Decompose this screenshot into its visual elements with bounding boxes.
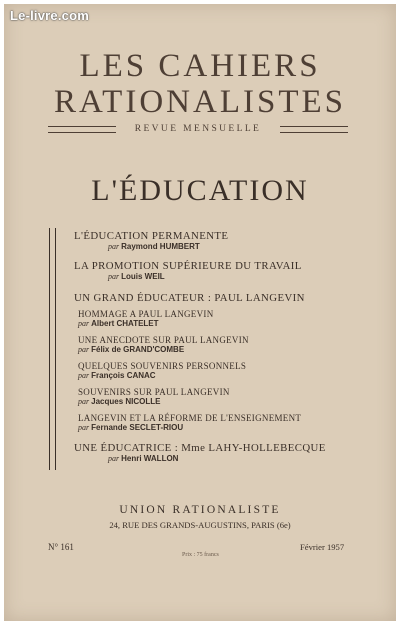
author-prefix: par xyxy=(78,345,90,354)
author-prefix: par xyxy=(108,454,120,463)
contents-subentry xyxy=(74,335,384,354)
entry-author xyxy=(74,454,384,463)
contents-entry xyxy=(74,442,384,463)
entry-author xyxy=(74,319,384,328)
entry-title: HOMMAGE A PAUL LANGEVIN xyxy=(78,309,214,319)
author-name: Félix de GRAND'COMBE xyxy=(91,345,185,354)
entry-title: L'ÉDUCATION PERMANENTE xyxy=(74,230,229,242)
contents-entry xyxy=(74,260,384,281)
author-prefix: par xyxy=(78,319,90,328)
contents-side-rule xyxy=(49,228,56,470)
issue-number: N° 161 xyxy=(48,542,74,552)
watermark-text: Le-livre.com xyxy=(10,8,89,23)
issue-price: Prix : 75 francs xyxy=(182,552,219,558)
contents-entry xyxy=(74,292,384,304)
rule-left xyxy=(48,126,116,133)
journal-title-line-1: LES CAHIERS xyxy=(79,48,321,84)
author-name: Louis WEIL xyxy=(121,272,165,281)
contents-subentry xyxy=(74,309,384,328)
author-name: Raymond HUMBERT xyxy=(121,242,200,251)
issue-date: Février 1957 xyxy=(300,542,345,552)
author-name: François CANAC xyxy=(91,371,156,380)
issue-theme-title: L'ÉDUCATION xyxy=(91,174,309,207)
contents-entry xyxy=(74,230,384,251)
entry-title: UN GRAND ÉDUCATEUR : PAUL LANGEVIN xyxy=(74,292,305,304)
author-prefix: par xyxy=(108,242,120,251)
publisher-address: 24, RUE DES GRANDS-AUGUSTINS, PARIS (6e) xyxy=(109,520,291,530)
entry-title: SOUVENIRS SUR PAUL LANGEVIN xyxy=(78,387,230,397)
entry-title: UNE ANECDOTE SUR PAUL LANGEVIN xyxy=(78,335,249,345)
journal-title-line-2: RATIONALISTES xyxy=(54,84,346,120)
entry-title: QUELQUES SOUVENIRS PERSONNELS xyxy=(78,361,247,371)
contents-subentry xyxy=(74,387,384,406)
contents-subentry xyxy=(74,361,384,380)
entry-title: LANGEVIN ET LA RÉFORME DE L'ENSEIGNEMENT xyxy=(78,413,302,423)
author-prefix: par xyxy=(78,423,90,432)
entry-title: UNE ÉDUCATRICE : Mme LAHY-HOLLEBECQUE xyxy=(74,442,326,454)
rule-right xyxy=(280,126,348,133)
journal-subtitle: REVUE MENSUELLE xyxy=(134,124,262,134)
subtitle-row xyxy=(48,122,348,136)
author-name: Jacques NICOLLE xyxy=(91,397,161,406)
entry-title: LA PROMOTION SUPÉRIEURE DU TRAVAIL xyxy=(74,260,302,272)
entry-author xyxy=(74,397,384,406)
entry-author xyxy=(74,242,384,251)
entry-author xyxy=(74,345,384,354)
cover xyxy=(4,4,396,621)
publisher-name: UNION RATIONALISTE xyxy=(119,504,281,516)
contents-subentry xyxy=(74,413,384,432)
author-name: Fernande SECLET-RIOU xyxy=(91,423,184,432)
author-prefix: par xyxy=(78,397,90,406)
author-name: Henri WALLON xyxy=(121,454,179,463)
author-prefix: par xyxy=(108,272,120,281)
author-name: Albert CHATELET xyxy=(91,319,159,328)
entry-author xyxy=(74,272,384,281)
entry-author xyxy=(74,371,384,380)
author-prefix: par xyxy=(78,371,90,380)
entry-author xyxy=(74,423,384,432)
